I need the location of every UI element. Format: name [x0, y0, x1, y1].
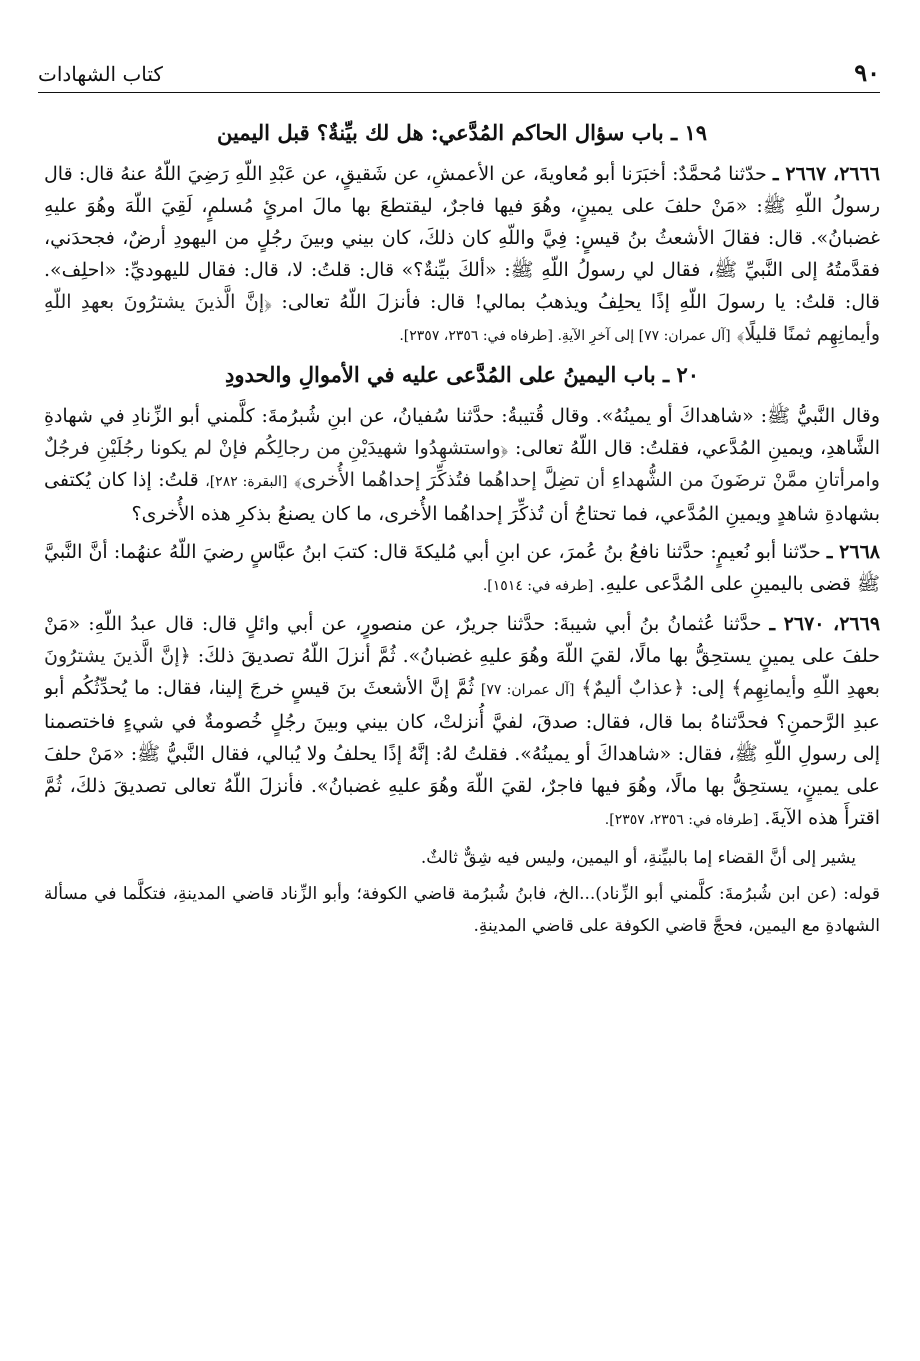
- verse-reference: [آل عمران: ٧٧]: [480, 682, 575, 698]
- hadith-text-bridge: إلى:: [691, 677, 725, 699]
- commentary-line-2: قوله: (عن ابن شُبرُمةَ: كلَّمني أبو الزِّناد)...الخ، فابنُ شُبرُمة قاضي الكوفة؛ وأبو الزِّناد قاضي المدينةِ، فتكلَّما في مسألة الشهادةِ مع اليمين، فحجَّ قاضي الكوفة على قاضي المدينةِ.: [44, 884, 880, 936]
- verse-reference: [البقرة: ٢٨٢]،: [205, 474, 288, 490]
- quran-verse-end: ﴿عذابٌ أليمٌ﴾: [581, 677, 685, 699]
- chapter-heading-20: ٢٠ ـ باب اليمينُ على المُدَّعى عليه في الأموالِ والحدودِ: [224, 362, 700, 387]
- chapter-heading-19: ١٩ ـ باب سؤال الحاكم المُدَّعي: هل لك بيِّنةٌ؟ قبل اليمين: [216, 120, 708, 145]
- page-body: [44, 110, 880, 1340]
- running-title: كتاب الشهادات: [38, 62, 163, 86]
- hadith-text-continued: ثُمَّ إنَّ الأشعثَ بنَ قيسٍ خرجَ إلينا، فقال: ما يُحدِّثُكُم أبو عبدِ الرَّحمنِ؟ فحدَّثناهُ بما قال، فقال: صدقَ، لفيَّ أُنزلتْ، كان بيني وبينَ رجُلٍ خُصومةٌ في شيءٍ فاختصمنا إلى رسولِ اللّهِ ﷺ، فقال: «شاهداكَ أو يمينُهُ». فقلتُ لهُ: إنَّهُ إذًا يحلفُ ولا يُبالي، فقال النَّبيُّ ﷺ: «مَنْ حلفَ على يمينٍ، يستحِقُّ بها مالًا، وهُوَ فيها فاجرٌ، لقيَ اللّهَ وهُوَ عليهِ غضبانُ». فأنزلَ اللّهُ تعالى تصديقَ ذلكَ، ثُمَّ اقترأَ هذه الآيةَ.: [44, 677, 880, 829]
- commentary-line-1: يشير إلى أنَّ القضاء إما بالبيِّنةِ، أو اليمين، وليس فيه شِقٌّ ثالثٌ.: [420, 848, 856, 868]
- hadith-text: حدَّثنا عُثمانُ بنُ أبي شيبةَ: حدَّثنا جريرٌ، عن منصورٍ، عن أبي وائلٍ قال: قال عبدُ اللّهِ: «مَنْ حلفَ على يمينٍ يستحِقُّ بها مالًا، لقيَ اللّهَ وهُوَ عليهِ غضبانُ». ثُمَّ أنزلَ اللّهُ تصديقَ ذلكَ:: [44, 613, 880, 667]
- quran-verse: ﴿واستشهِدُوا شهيدَيْنِ من رجالِكُم فإنْ لم يكونا رجُلَيْنِ فرجُلٌ وامرأتانِ ممَّنْ ترضَونَ من الشُّهداءِ أن تضِلَّ إحداهُما فتُذكِّرَ إحداهُما الأُخرى﴾: [44, 437, 880, 491]
- hadith-text: حدّثنا أبو نُعيمٍ: حدَّثنا نافعُ بنُ عُمرَ، عن ابنِ أبي مُليكةَ قال: كتبَ ابنُ عبَّاسٍ رضيَ اللّهُ عنهُما: أنَّ النَّبيَّ ﷺ قضى باليمينِ على المُدَّعى عليهِ.: [44, 541, 880, 595]
- intro-text: وقال النَّبيُّ ﷺ: «شاهداكَ أو يمينُهُ». وقال قُتيبةُ: حدَّثنا سُفيانُ، عن ابنِ شُبرُمةَ: كلَّمني أبو الزِّنادِ في شهادةِ الشَّاهدِ، ويمينِ المُدَّعي، فقلتُ: قال اللّهُ تعالى:: [44, 405, 880, 459]
- hadith-2669: [44, 608, 880, 836]
- hadith-number: ٢٦٦٩، ٢٦٧٠ ـ: [769, 613, 880, 635]
- hadith-text: حدّثنا مُحمَّدٌ: أخبَرَنا أبو مُعاويةَ، عن الأعمشِ، عن شَقيقٍ، عن عَبْدِ اللّهِ رَضِيَ اللّهُ عنهُ قال: قال رسولُ اللّهِ ﷺ: «مَنْ حلفَ على يمينٍ، وهُوَ فيها فاجرٌ، ليقتطعَ بها مالَ امرئٍ مُسلمٍ، لَقِيَ اللّهَ وهُوَ عليهِ غضبانُ». قال: فقالَ الأشعثُ بنُ قيسٍ: فِيَّ واللّهِ كان ذلكَ، كان بيني وبينَ رجُلٍ من اليهودِ أرضٌ، فجحدَني، فقدَّمتُهُ إلى النَّبيِّ ﷺ، فقال لي رسولُ اللّهِ ﷺ: «ألكَ بيِّنةٌ؟» قال: قلتُ: لا، قال: فقال لليهوديِّ: «احلِف». قال: قلتُ: يا رسولَ اللّهِ إذًا يحلِفُ ويذهبُ بمالي! قال: فأنزلَ اللّهُ تعالى:: [44, 163, 880, 313]
- quran-verse: ﴿إنَّ الَّذينَ يشترُونَ بعهدِ اللّهِ وأيمانِهِم﴾: [44, 645, 880, 699]
- cross-reference: [طرفاه في: ٢٣٥٦، ٢٣٥٧].: [604, 812, 759, 828]
- chapter-20-intro: [44, 400, 880, 530]
- hadith-2666: [44, 158, 880, 352]
- page-header: [38, 56, 880, 93]
- hadith-2668: [44, 536, 880, 602]
- hadith-number: ٢٦٦٦، ٢٦٦٧ ـ: [772, 163, 880, 185]
- hadith-number: ٢٦٦٨ ـ: [826, 541, 880, 563]
- cross-reference: [طرفه في: ١٥١٤].: [482, 578, 594, 594]
- intro-text-continued: قلتُ: إذا كان يُكتفى بشهادةِ شاهدٍ ويمينِ المُدَّعي، فما تحتاجُ أن تُذكِّرَ إحداهُما الأُخرى، ما كان يصنعُ بذكرِ هذه الأُخرى؟: [44, 469, 880, 525]
- page-number: ٩٠: [854, 58, 880, 87]
- cross-reference: [آل عمران: ٧٧] إلى آخرِ الآيةِ. [طرفاه في: ٢٣٥٦، ٢٣٥٧].: [399, 328, 731, 344]
- quran-verse: ﴿إنَّ الَّذينَ يشترُونَ بعهدِ اللّهِ وأيمانِهِم ثمنًا قليلًا﴾: [44, 291, 880, 345]
